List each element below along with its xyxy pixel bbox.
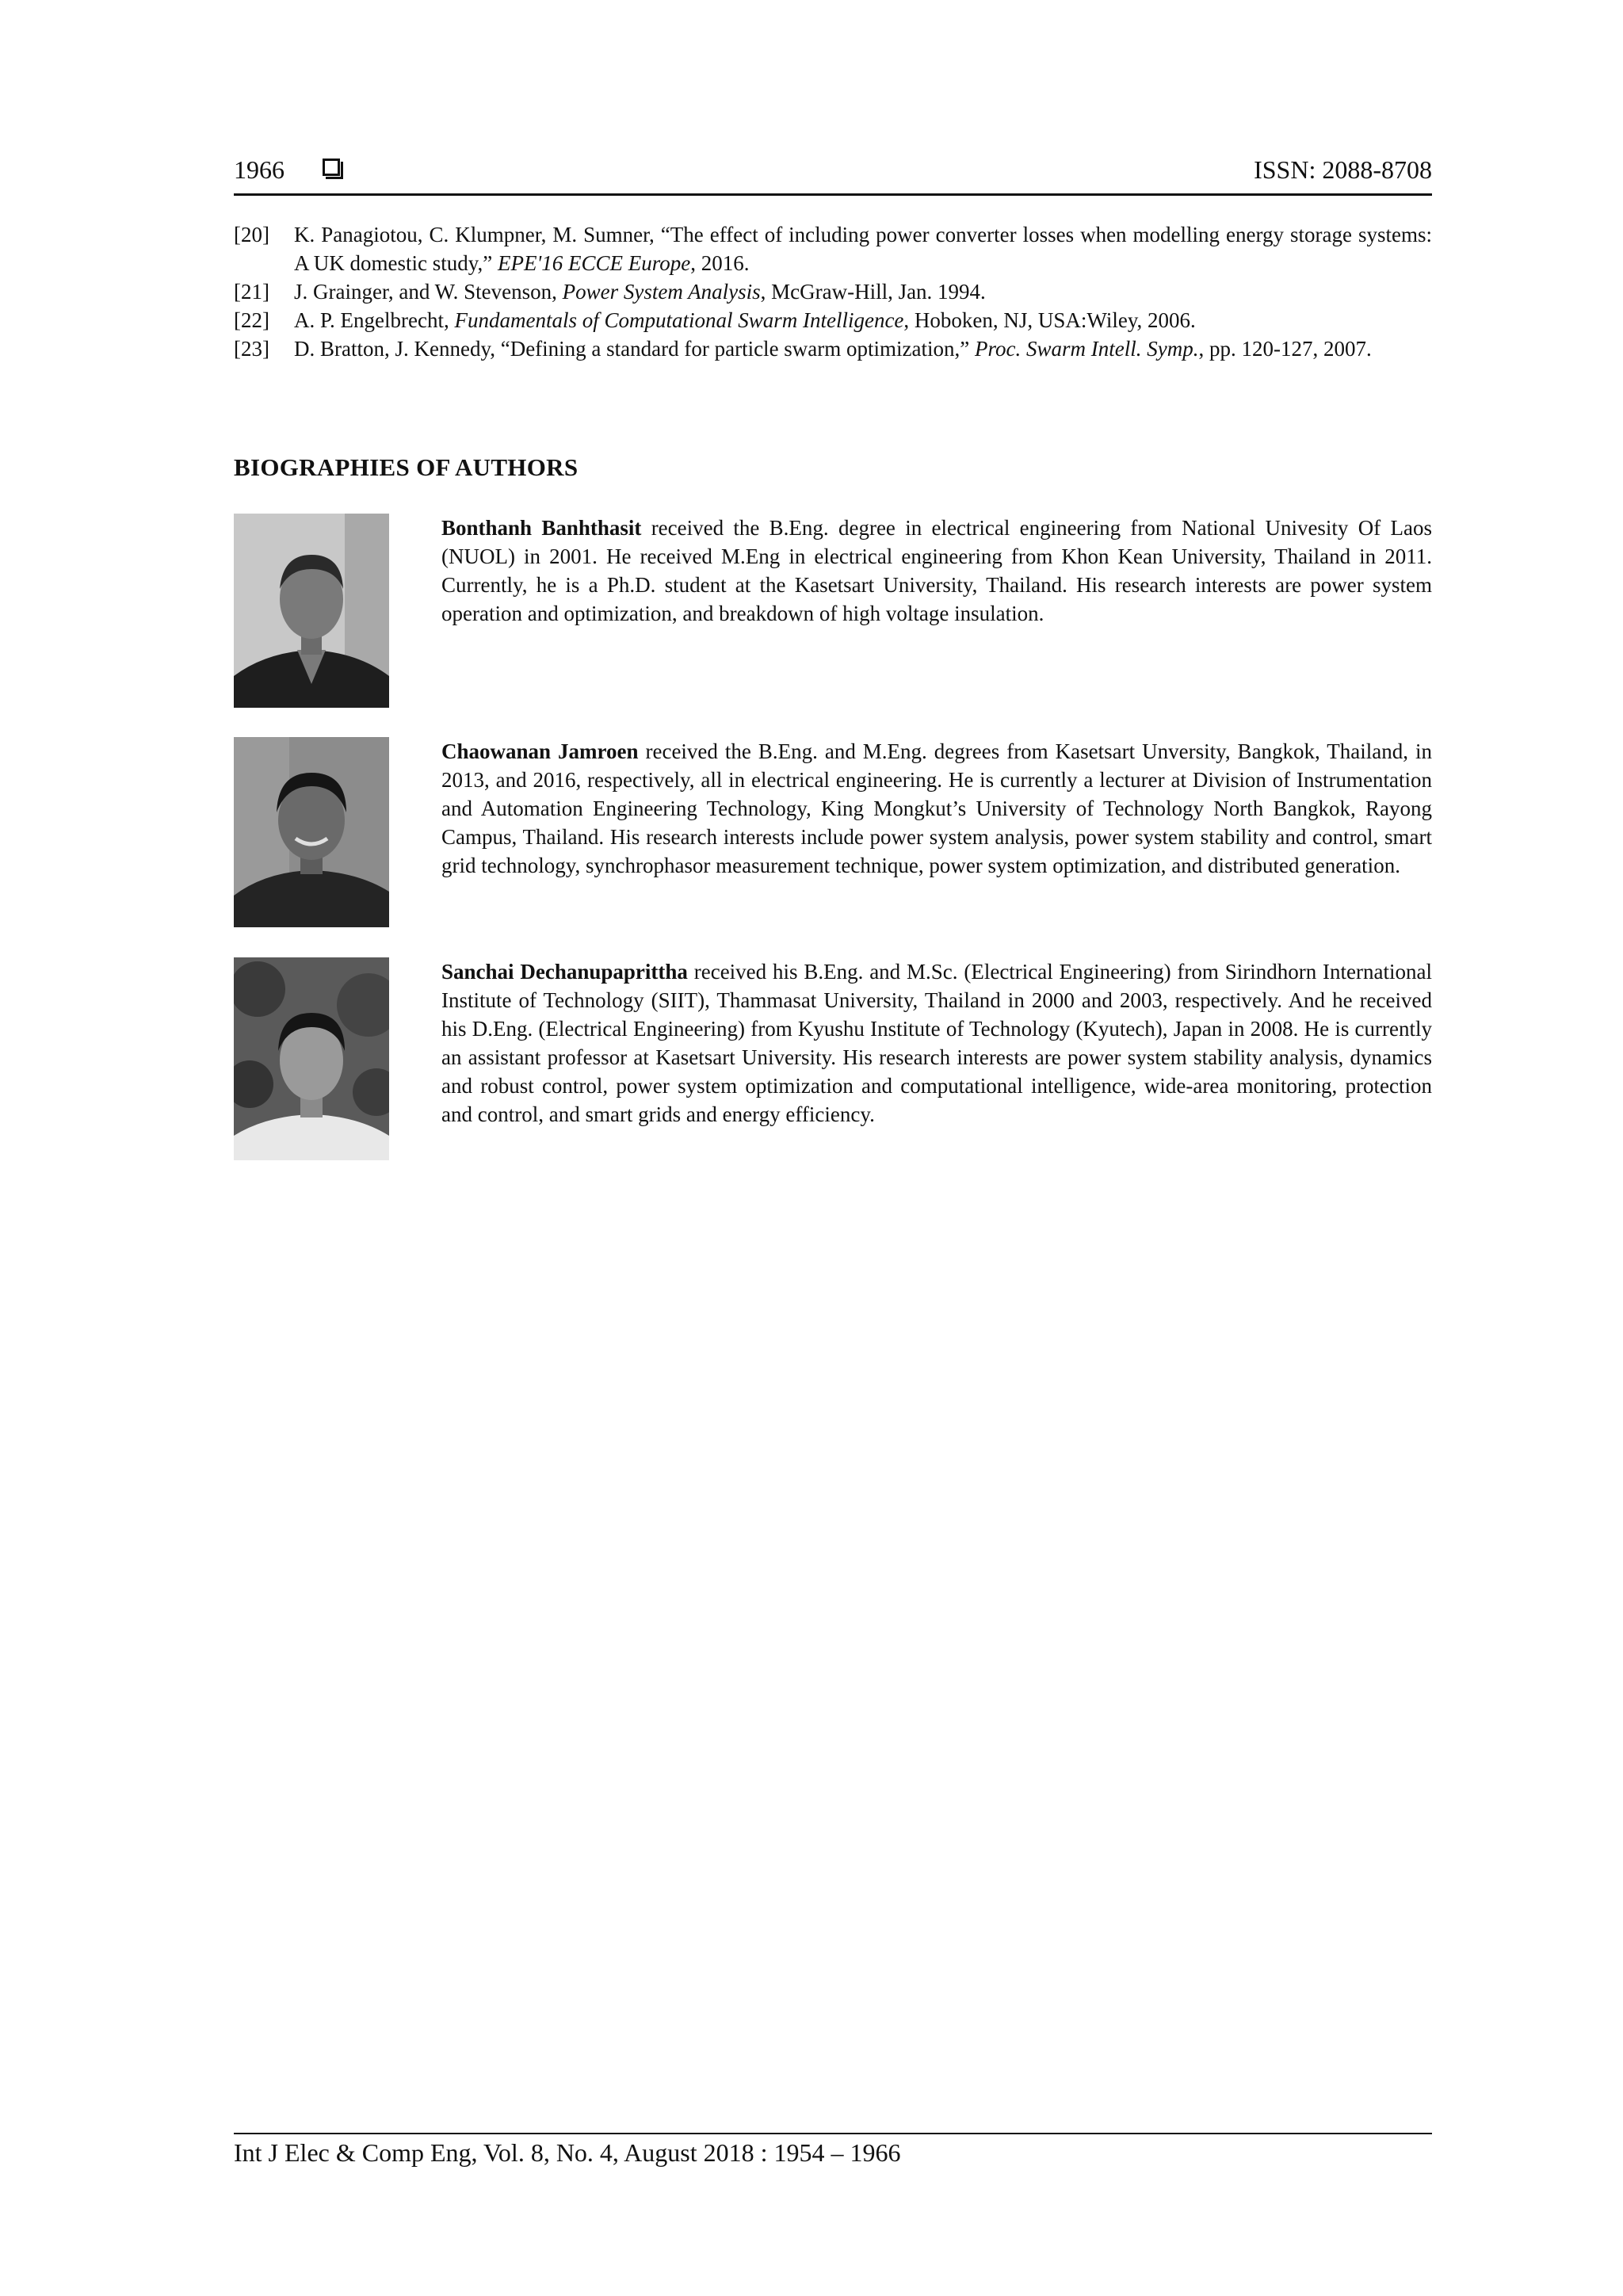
- reference-text: D. Bratton, J. Kennedy, “Defining a standard for particle swarm optimization,”: [294, 337, 975, 361]
- reference-number: [22]: [234, 308, 269, 332]
- reference-venue: Fundamentals of Computational Swarm Intelligence: [454, 308, 904, 332]
- reference-venue: EPE'16 ECCE Europe: [497, 251, 691, 275]
- author-description: received his B.Eng. and M.Sc. (Electrical Engineering) from Sirindhorn International Institute of Technology (SIIT), Thammasat University, Thailand in 2000 and 2003, respectively. And he received his D.Eng. (Electrical Engineering) from Kyushu Institute of Technology (Kyutech), Japan in 2008. He is currently an assistant professor at Kasetsart University. His research interests are power system stability analysis, dynamics and robust control, power system optimization and computational intelligence, wide-area monitoring, protection and control, and smart grids and energy efficiency.: [441, 960, 1432, 1126]
- footer-citation: Int J Elec & Comp Eng, Vol. 8, No. 4, August 2018 : 1954 – 1966: [234, 2138, 901, 2167]
- author-name: Bonthanh Banhthasit: [441, 516, 642, 540]
- reference-list: [234, 220, 1432, 363]
- reference-venue: Power System Analysis: [562, 280, 761, 304]
- author-photo-placeholder: [234, 737, 389, 927]
- reference-number: [20]: [234, 223, 269, 246]
- page-number: 1966: [234, 155, 285, 184]
- reference-text-end: , pp. 120-127, 2007.: [1198, 337, 1372, 361]
- author-bio-text: [441, 514, 1432, 628]
- reference-text: J. Grainger, and W. Stevenson,: [294, 280, 563, 304]
- section-title: BIOGRAPHIES OF AUTHORS: [234, 453, 579, 481]
- author-photo-placeholder: [234, 957, 389, 1160]
- reference-item: [234, 306, 1432, 334]
- author-bio-text: [441, 737, 1432, 880]
- reference-item: [234, 220, 1432, 277]
- reference-text: A. P. Engelbrecht,: [294, 308, 455, 332]
- author-description: received the B.Eng. and M.Eng. degrees from Kasetsart Unversity, Bangkok, Thailand, in 2013, and 2016, respectively, all in electrical engineering. He is currently a lecturer at Division of Instrumentation and Automation Engineering Technology, King Mongkut’s University of Technology North Bangkok, Rayong Campus, Thailand. His research interests include power system analysis, power system stability and control, smart grid technology, synchrophasor measurement technique, power system optimization, and distributed generation.: [441, 739, 1432, 877]
- reference-text-end: , McGraw-Hill, Jan. 1994.: [760, 280, 986, 304]
- author-bio-text: [441, 957, 1432, 1129]
- author-name: Sanchai Dechanupaprittha: [441, 960, 688, 984]
- author-name: Chaowanan Jamroen: [441, 739, 639, 763]
- author-photo-placeholder: [234, 514, 389, 708]
- reference-item: [234, 277, 1432, 306]
- reference-number: [23]: [234, 337, 269, 361]
- reference-number: [21]: [234, 280, 269, 304]
- checkbox-square-icon: [323, 159, 340, 176]
- issn: ISSN: 2088-8708: [1254, 155, 1432, 184]
- reference-item: [234, 334, 1432, 363]
- author-photo: [234, 957, 389, 1160]
- running-header: [234, 155, 1432, 195]
- author-description: received the B.Eng. degree in electrical engineering from National Univesity Of Laos (NUOL) in 2001. He received M.Eng in electrical engineering from Khon Kean University, Thailand in 2011. Currently, he is a Ph.D. student at the Kasetsart University, Thailand. His research interests are power system operation and optimization, and breakdown of high voltage insulation.: [441, 516, 1432, 625]
- header-rule: [234, 193, 1432, 196]
- reference-venue: Proc. Swarm Intell. Symp.: [975, 337, 1199, 361]
- author-photo: [234, 514, 389, 708]
- reference-text-end: , 2016.: [690, 251, 750, 275]
- reference-text: K. Panagiotou, C. Klumpner, M. Sumner, “The effect of including power converter losses when modelling energy storage systems: A UK domestic study,”: [294, 223, 1432, 275]
- footer-rule: [234, 2133, 1432, 2134]
- reference-text-end: , Hoboken, NJ, USA:Wiley, 2006.: [903, 308, 1196, 332]
- author-photo: [234, 737, 389, 927]
